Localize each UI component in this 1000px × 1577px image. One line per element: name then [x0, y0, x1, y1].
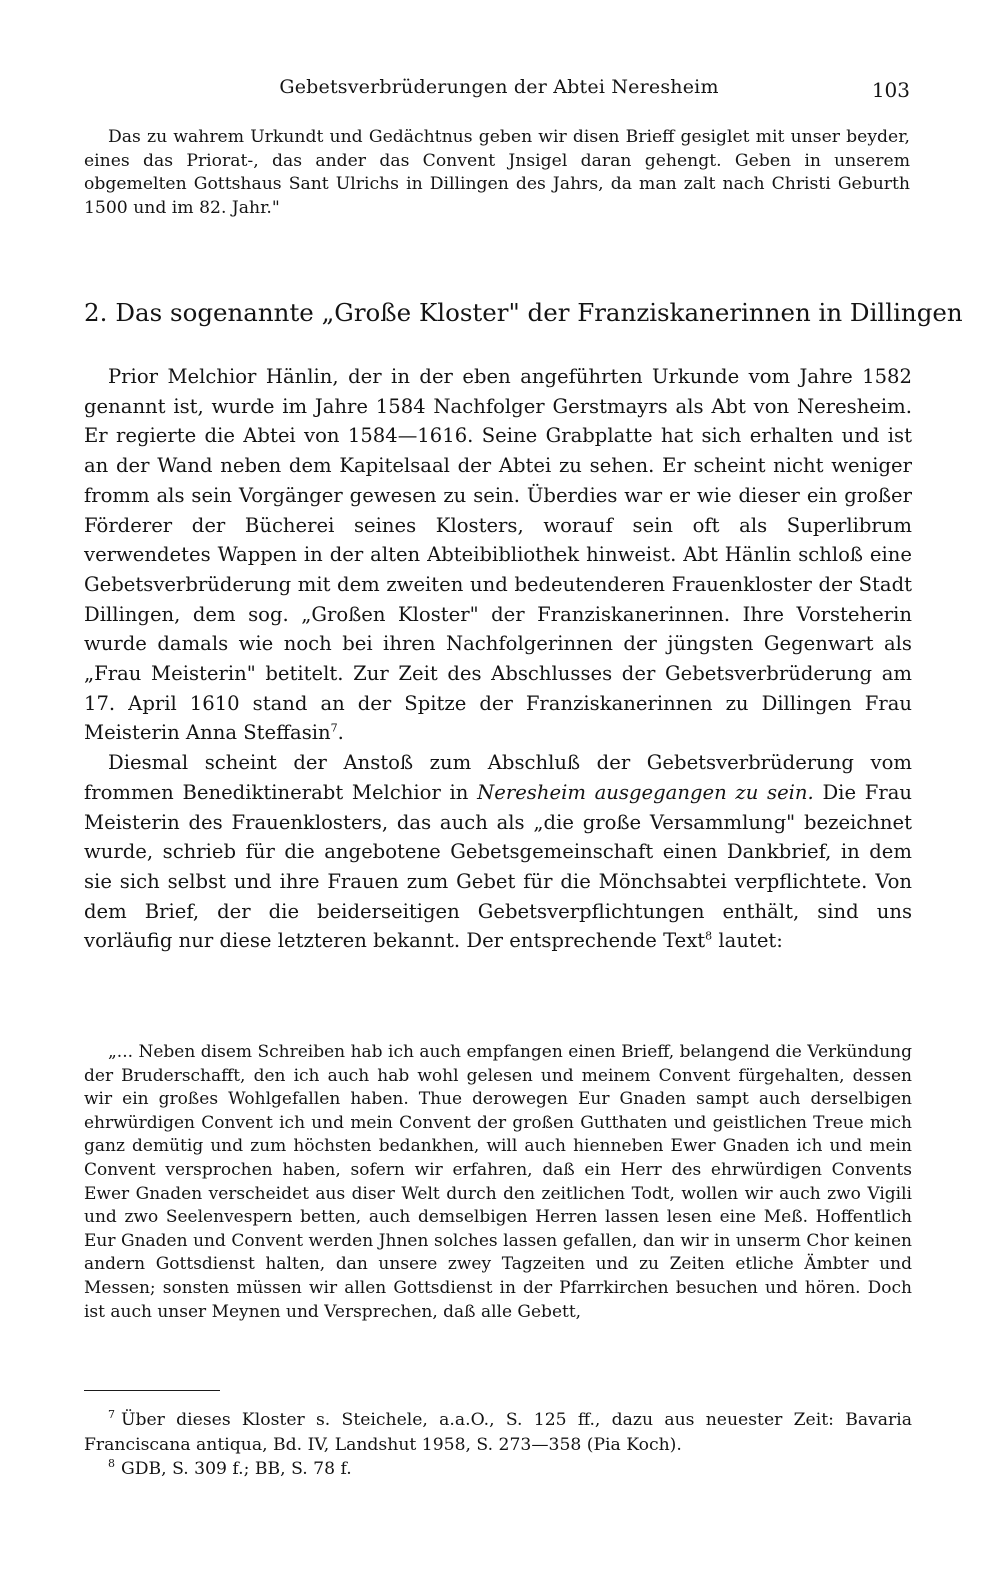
running-title: Gebetsverbrüderungen der Abtei Neresheim [279, 76, 719, 98]
closing-quote-previous-document: Das zu wahrem Urkundt und Gedächtnus geben wir disen Brieff gesiglet mit unser beyder, eines das Priorat-, das ander das Convent Jnsigel daran gehengt. Geben in unserem obgemelten Gottshaus Sant Ulrichs in Dillingen des Jahrs, da man zalt nach Christi Geburth 1500 und im 82. Jahr." [84, 127, 910, 218]
footnote-ref-7[interactable]: 7 [330, 721, 338, 735]
paragraph-1 [84, 362, 912, 748]
footnote-text: GDB, S. 309 f.; BB, S. 78 f. [121, 1459, 352, 1479]
paragraph-2-italic: Neresheim ausgegangen zu sein. [477, 780, 814, 804]
footnote-divider [84, 1390, 220, 1391]
paragraph-2-end: lautet: [712, 929, 783, 953]
running-head [84, 76, 914, 106]
paragraph-1-end: . [337, 721, 344, 745]
paragraph-2 [84, 748, 912, 956]
footnote-8 [84, 1457, 912, 1482]
letter-quote-block: „... Neben disem Schreiben hab ich auch empfangen einen Brieff, belangend die Verkündung der Bruderschafft, den ich auch hab wohl gelesen und meinem Convent fürgehalten, dessen wir ein großes Wohlgefallen haben. Thue derowegen Eur Gnaden sampt auch derselbigen ehrwürdigen Convent ich und mein Convent der großen Gutthaten und geistlichen Treue mich ganz demütig und zum höchsten bedankhen, will auch hienneben Ewer Gnaden ich und mein Convent versprochen haben, sofern wir erfahren, daß ein Herr des ehrwürdigen Convents Ewer Gnaden verscheidet aus diser Welt durch den zeitlichen Todt, wollen wir auch zwo Vigili und zwo Seelenvespern betten, auch demselbigen Herren lassen lesen eine Meß. Hoffentlich Eur Gnaden und Convent werden Jhnen solches lassen gefallen, dan wir in unserm Chor keinen andern Gottsdienst halten, dan unsere zwey Tagzeiten und zu Zeiten etliche Ämbter und Messen; sonsten müssen wir allen Gottsdienst in der Pfarrkirchen besuchen und hören. Doch ist auch unser Meynen und Versprechen, daß alle Gebett, [84, 1042, 912, 1322]
paragraph-2-part1: Diesmal scheint der Anstoß zum Abschluß der Gebetsverbrüderung vom frommen Benediktinerabt Melchior in [84, 751, 912, 804]
page-number: 103 [871, 78, 910, 102]
footnote-text: Über dieses Kloster s. Steichele, a.a.O., S. 125 ff., dazu aus neuester Zeit: Bavaria Franciscana antiqua, Bd. IV, Landshut 1958, S. 273—358 (Pia Koch). [84, 1410, 912, 1455]
footnote-marker: 7 [108, 1408, 115, 1422]
footnote-7 [84, 1408, 912, 1457]
section-number: 2. [84, 298, 108, 327]
section-title: Das sogenannte „Große Kloster" der Franziskanerinnen in Dillingen [115, 298, 963, 327]
paragraph-1-text: Prior Melchior Hänlin, der in der eben angeführten Urkunde vom Jahre 1582 genannt ist, wurde im Jahre 1584 Nachfolger Gerstmayrs als Abt von Neresheim. Er regierte die Abtei von 1584—1616. Seine Grabplatte hat sich erhalten und ist an der Wand neben dem Kapitelsaal der Abtei zu sehen. Er scheint nicht weniger fromm als sein Vorgänger gewesen zu sein. Überdies war er wie dieser ein großer Förderer der Bücherei seines Klosters, worauf sein oft als Superlibrum verwendetes Wappen in der alten Abteibibliothek hinweist. Abt Hänlin schloß eine Gebetsverbrüderung mit dem zweiten und bedeutenderen Frauenkloster der Stadt Dillingen, dem sog. „Großen Kloster" der Franziskanerinnen. Ihre Vorsteherin wurde damals wie noch bei ihren Nachfolgerinnen der jüngsten Gegenwart als „Frau Meisterin" betitelt. Zur Zeit des Abschlusses der Gebetsverbrüderung am 17. April 1610 stand an der Spitze der Franziskanerinnen zu Dillingen Frau Meisterin Anna Steffasin [84, 365, 912, 745]
paragraph-2-part2: Die Frau Meisterin des Frauenklosters, das auch als „die große Versammlung" bezeichnet wurde, schrieb für die angebotene Gebetsgemeinschaft einen Dankbrief, in dem sie sich selbst und ihre Frauen zum Gebet für die Mönchsabtei verpflichtete. Von dem Brief, der die beiderseitigen Gebetsverpflichtungen enthält, sind uns vorläufig nur diese letzteren bekannt. Der entsprechende Text [84, 780, 912, 953]
section-heading [84, 298, 963, 327]
footnotes [84, 1408, 912, 1482]
footnote-ref-8[interactable]: 8 [705, 929, 713, 943]
footnote-marker: 8 [108, 1457, 115, 1471]
body-text [84, 362, 912, 956]
